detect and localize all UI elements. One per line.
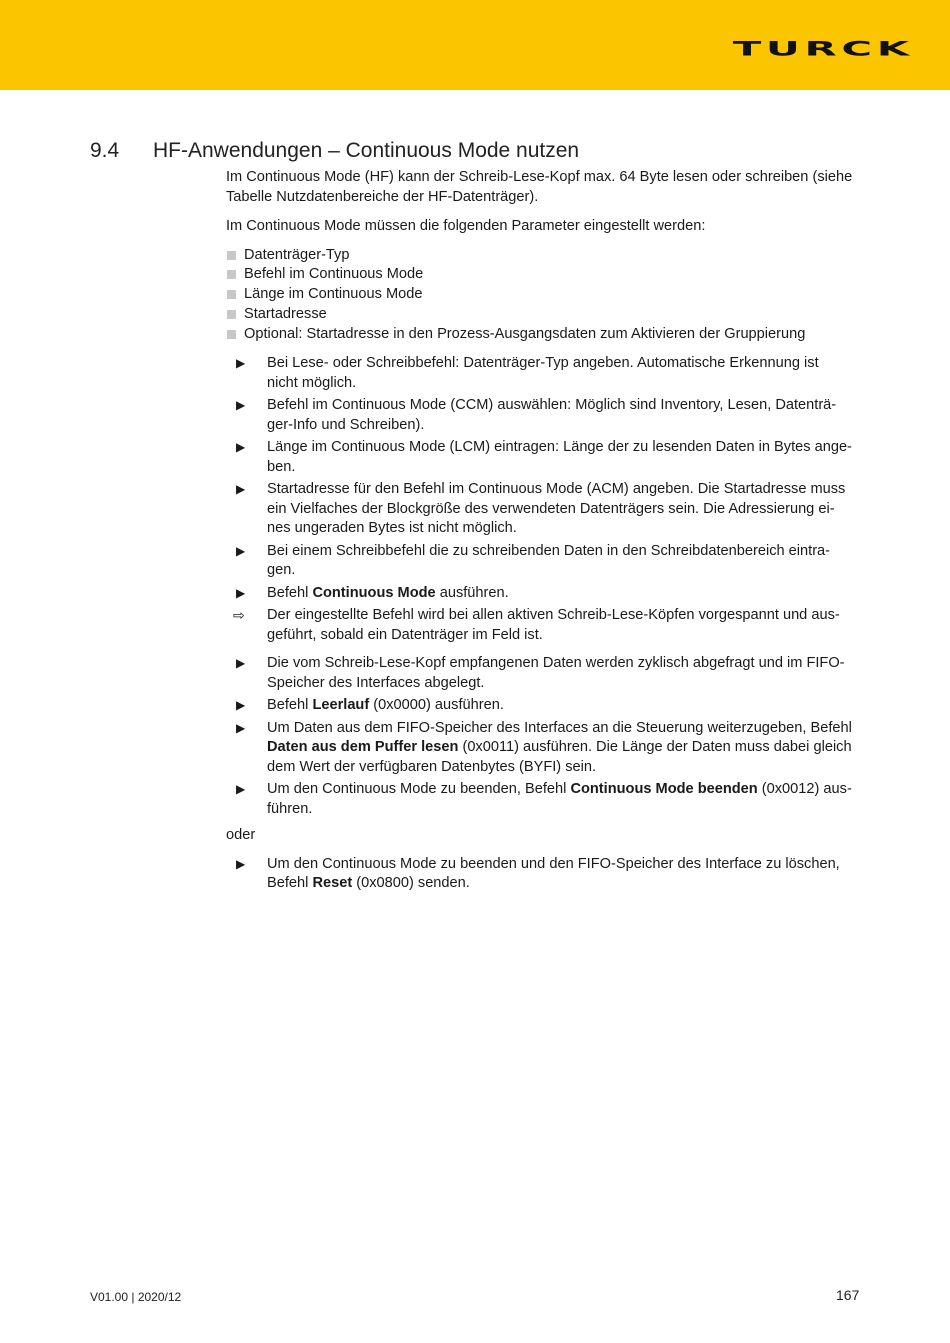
square-bullet-icon <box>227 290 236 299</box>
list-item <box>226 246 866 266</box>
section-title <box>90 139 579 163</box>
text-line: ein Vielfaches der Blockgröße des verwendeten Datenträgers sein. Die Adressierung ei- <box>267 500 835 517</box>
command-name: Reset <box>312 875 353 892</box>
step-item <box>226 542 866 581</box>
command-name: Continuous Mode <box>312 584 436 601</box>
text-line: Tabelle Nutzdatenbereiche der HF-Datenträger). <box>226 188 539 205</box>
header-band <box>0 0 950 90</box>
step-item <box>226 780 866 819</box>
text-line: Befehl im Continuous Mode (CCM) auswählen: Möglich sind Inventory, Lesen, Datenträ- <box>267 397 837 414</box>
list-item <box>226 305 866 325</box>
result-item <box>226 606 866 645</box>
text-line: Bei Lese- oder Schreibbefehl: Datenträger-Typ angeben. Automatische Erkennung ist <box>267 355 819 372</box>
step-item <box>226 584 866 604</box>
triangle-right-icon: ▶ <box>236 543 246 558</box>
text-line: Im Continuous Mode (HF) kann der Schreib-Lese-Kopf max. 64 Byte lesen oder schreiben (siehe <box>226 169 853 185</box>
instruction-steps <box>226 354 866 819</box>
square-bullet-icon <box>227 330 236 339</box>
text-line: führen. <box>267 800 313 817</box>
square-bullet-icon <box>227 251 236 260</box>
text-run: (0x0012) aus- <box>757 781 852 798</box>
intro-paragraph <box>226 168 866 207</box>
text-line <box>267 584 866 604</box>
triangle-right-icon: ▶ <box>236 356 246 371</box>
instruction-steps-alternative <box>226 855 866 894</box>
text-line: gen. <box>267 562 296 579</box>
list-item-text: Optional: Startadresse in den Prozess-Ausgangsdaten zum Aktivieren der Gruppierung <box>244 325 806 342</box>
text-line: Um den Continuous Mode zu beenden und den FIFO-Speicher des Interface zu löschen, <box>267 855 840 872</box>
list-item-text: Befehl im Continuous Mode <box>244 266 424 283</box>
step-item <box>226 855 866 894</box>
triangle-right-icon: ▶ <box>236 398 246 413</box>
text-line <box>267 738 866 758</box>
step-item <box>226 354 866 393</box>
text-run: Befehl <box>267 875 313 892</box>
footer-version: V01.00 | 2020/12 <box>90 1290 182 1304</box>
text-line: Bei einem Schreibbefehl die zu schreibenden Daten in den Schreibdatenbereich eintra- <box>267 542 831 559</box>
section-number: 9.4 <box>90 139 120 162</box>
text-line <box>267 696 866 716</box>
list-item <box>226 285 866 305</box>
triangle-right-icon: ▶ <box>236 440 246 455</box>
list-item-text: Startadresse <box>244 305 327 322</box>
text-line: Länge im Continuous Mode (LCM) eintragen: Länge der zu lesenden Daten in Bytes ange- <box>267 439 852 456</box>
step-item <box>226 654 866 693</box>
text-run: Befehl <box>267 584 313 601</box>
text-run: (0x0000) ausführen. <box>369 697 504 714</box>
section-title-text: HF-Anwendungen – Continuous Mode nutzen <box>153 139 580 162</box>
text-run: Befehl <box>267 697 313 714</box>
text-line: ger-Info und Schreiben). <box>267 416 425 433</box>
command-name: Daten aus dem Puffer lesen <box>267 739 459 756</box>
step-item <box>226 396 866 435</box>
oder-text: oder <box>226 827 256 844</box>
text-line: ben. <box>267 458 296 475</box>
text-line: Startadresse für den Befehl im Continuous Mode (ACM) angeben. Die Startadresse muss <box>267 481 846 498</box>
page-number: 167 <box>836 1287 860 1303</box>
text-run: (0x0011) ausführen. Die Länge der Daten muss dabei gleich <box>458 739 852 756</box>
text-line: nes ungeraden Bytes ist nicht möglich. <box>267 520 517 537</box>
text-line: Der eingestellte Befehl wird bei allen aktiven Schreib-Lese-Köpfen vorgespannt und aus- <box>267 607 840 624</box>
text-line: nicht möglich. <box>267 374 357 391</box>
triangle-right-icon: ▶ <box>236 698 246 713</box>
step-item <box>226 480 866 539</box>
text-line: dem Wert der verfügbaren Datenbytes (BYFI) sein. <box>267 758 597 775</box>
list-item <box>226 265 866 285</box>
triangle-right-icon: ▶ <box>236 720 246 735</box>
triangle-right-icon: ▶ <box>236 856 246 871</box>
step-item <box>226 719 866 778</box>
triangle-right-icon: ▶ <box>236 585 246 600</box>
text-line <box>267 780 866 800</box>
text-line: Um Daten aus dem FIFO-Speicher des Interfaces an die Steuerung weiterzugeben, Befehl <box>267 719 852 736</box>
text-line <box>267 874 866 894</box>
params-heading: Im Continuous Mode müssen die folgenden Parameter eingestellt werden: <box>226 218 706 234</box>
list-item <box>226 325 866 345</box>
turck-logo: TURCK <box>732 38 914 61</box>
command-name: Leerlauf <box>312 697 370 714</box>
step-item <box>226 696 866 716</box>
triangle-right-icon: ▶ <box>236 782 246 797</box>
text-run: ausführen. <box>435 584 509 601</box>
text-line: geführt, sobald ein Datenträger im Feld ist. <box>267 626 543 643</box>
text-run: Um den Continuous Mode zu beenden, Befehl <box>267 781 571 798</box>
square-bullet-icon <box>227 310 236 319</box>
step-item <box>226 438 866 477</box>
result-arrow-icon: ⇨ <box>233 607 245 624</box>
text-run: (0x0800) senden. <box>352 875 470 892</box>
content <box>226 168 866 897</box>
triangle-right-icon: ▶ <box>236 656 246 671</box>
list-item-text: Datenträger-Typ <box>244 246 350 263</box>
text-line: Die vom Schreib-Lese-Kopf empfangenen Daten werden zyklisch abgefragt und im FIFO- <box>267 655 845 672</box>
triangle-right-icon: ▶ <box>236 482 246 497</box>
parameter-list <box>226 246 866 345</box>
list-item-text: Länge im Continuous Mode <box>244 286 423 303</box>
text-line: Speicher des Interfaces abgelegt. <box>267 674 485 691</box>
square-bullet-icon <box>227 270 236 279</box>
command-name: Continuous Mode beenden <box>570 781 758 798</box>
